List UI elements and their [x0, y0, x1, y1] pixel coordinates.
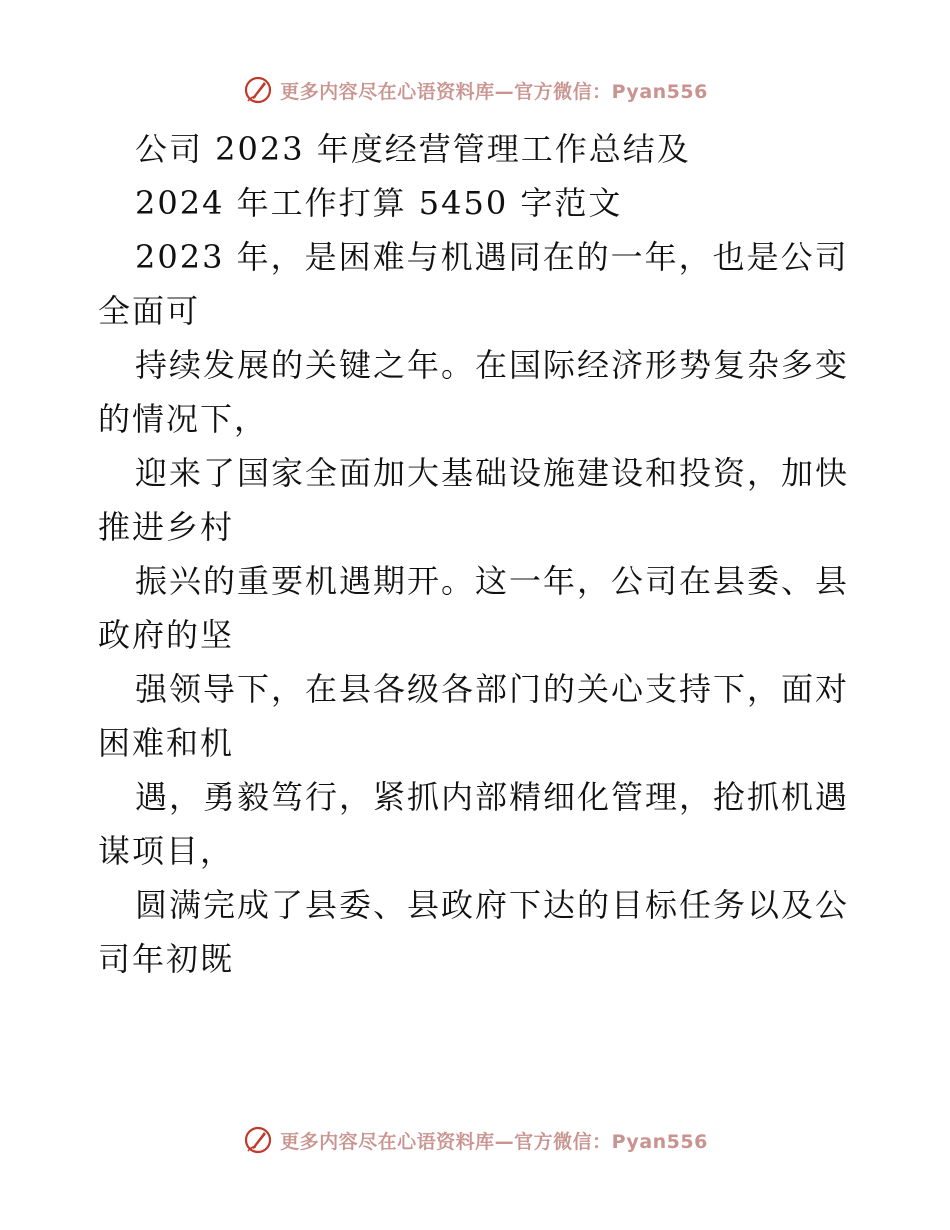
- body-line: 司年初既: [98, 940, 235, 978]
- body-line: 政府的坚: [98, 616, 235, 654]
- body-line: 持续发展的关键之年。在国际经济形势复杂多变: [135, 346, 850, 384]
- body-line: 强领导下，在县各级各部门的关心支持下，面对: [135, 670, 850, 708]
- body-line: 推进乡村: [98, 508, 235, 546]
- document-body: [98, 122, 858, 986]
- watermark-text: 更多内容尽在心语资料库—官方微信：Pyan556: [280, 1130, 708, 1153]
- body-line: 谋项目，: [98, 832, 235, 870]
- footer-watermark: [0, 1122, 950, 1158]
- body-line: 困难和机: [98, 724, 235, 762]
- watermark-text: 更多内容尽在心语资料库—官方微信：Pyan556: [280, 80, 708, 103]
- body-line: 的情况下，: [98, 400, 269, 438]
- body-line: 振兴的重要机遇期开。这一年，公司在县委、县: [135, 562, 850, 600]
- quill-pen-circle-icon: [242, 1124, 274, 1156]
- body-line: 遇，勇毅笃行，紧抓内部精细化管理，抢抓机遇: [135, 778, 850, 816]
- header-watermark: [0, 72, 950, 108]
- body-line: 圆满完成了县委、县政府下达的目标任务以及公: [135, 886, 850, 924]
- body-line: 2023 年，是困难与机遇同在的一年，也是公司: [135, 238, 849, 276]
- title-line: 公司 2023 年度经营管理工作总结及: [135, 130, 691, 168]
- title-line: 2024 年工作打算 5450 字范文: [135, 184, 623, 222]
- body-line: 迎来了国家全面加大基础设施建设和投资，加快: [135, 454, 850, 492]
- quill-pen-circle-icon: [242, 74, 274, 106]
- body-line: 全面可: [98, 292, 201, 330]
